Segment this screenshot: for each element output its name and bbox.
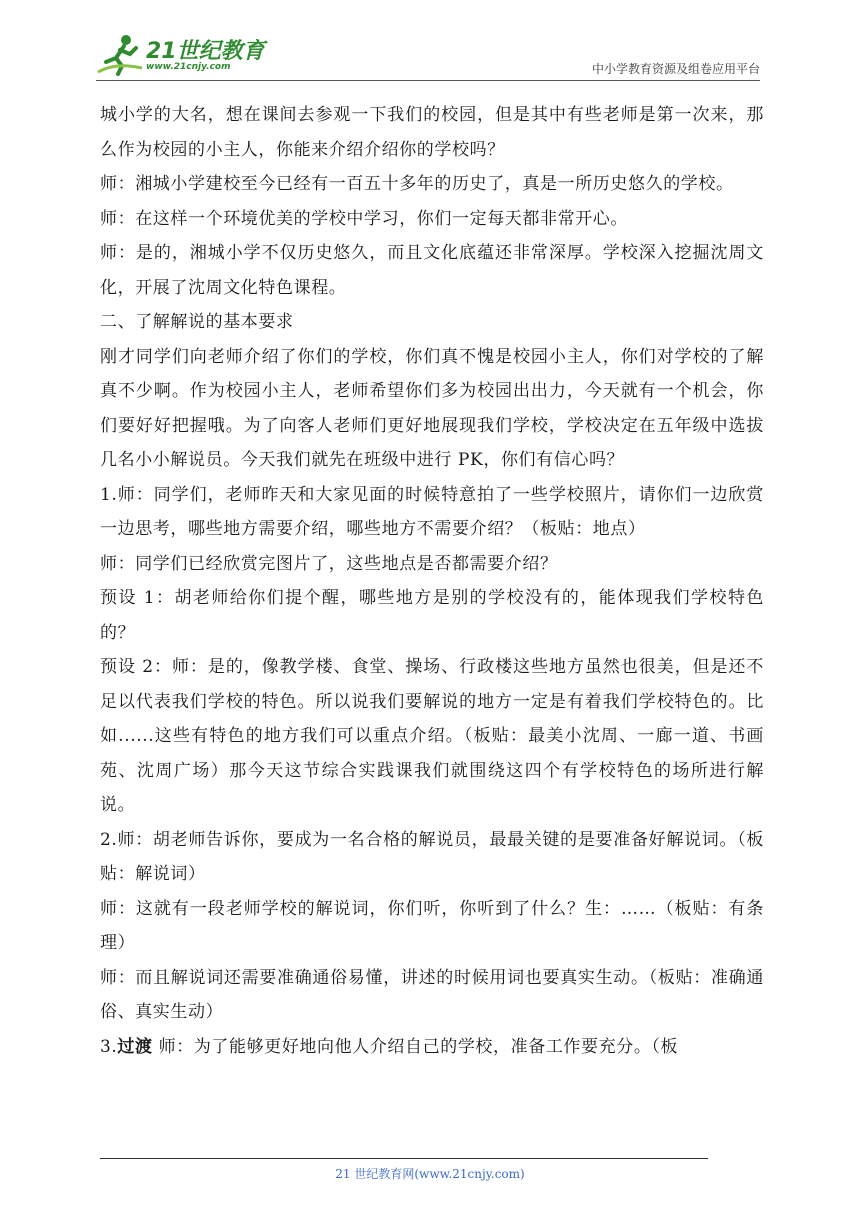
paragraph: 师：在这样一个环境优美的学校中学习，你们一定每天都非常开心。 bbox=[100, 208, 628, 229]
paragraph-text: 师：为了能够更好地向他人介绍自己的学校，准备工作要充分。（板 bbox=[152, 1036, 679, 1057]
page-header bbox=[96, 30, 760, 78]
paragraph: 刚才同学们向老师介绍了你们的学校，你们真不愧是校园小主人，你们对学校的了解真不少啊。作为校园小主人，老师希望你们多为校园出出力，今天就有一个机会，你们要好好把握哦。为了向客人老师们更好地展现我们学校，学校决定在五年级中选拔几名小小解说员。今天我们就先在班级中进行 PK，你们有信心吗？ bbox=[100, 346, 764, 470]
paragraph: 预设 2：师：是的，像教学楼、食堂、操场、行政楼这些地方虽然也很美，但是还不足以代表我们学校的特色。所以说我们要解说的地方一定是有着我们学校特色的。比如......这些有特色的地方我们可以重点介绍。（板贴：最美小沈周、一廊一道、书画苑、沈周广场）那今天这节综合实践课我们就围绕这四个有学校特色的场所进行解说。 bbox=[100, 657, 764, 815]
header-divider bbox=[96, 80, 760, 81]
logo-url: www.21cnjy.com bbox=[146, 62, 231, 72]
footer-divider bbox=[100, 1158, 708, 1159]
paragraph: 师：这就有一段老师学校的解说词，你们听，你听到了什么？生：……（板贴：有条理） bbox=[100, 898, 764, 953]
document-body bbox=[100, 98, 764, 1064]
paragraph: 师：是的，湘城小学不仅历史悠久，而且文化底蕴还非常深厚。学校深入挖掘沈周文化，开展了沈周文化特色课程。 bbox=[100, 243, 764, 298]
logo-text: 21世纪教育 bbox=[146, 39, 265, 64]
bold-label: 过渡 bbox=[117, 1036, 153, 1057]
paragraph: 师：而且解说词还需要准确通俗易懂，讲述的时候用词也要真实生动。（板贴：准确通俗、真实生动） bbox=[100, 967, 764, 1022]
paragraph: 2.师：胡老师告诉你，要成为一名合格的解说员，最最关键的是要准备好解说词。（板贴：解说词） bbox=[100, 829, 764, 884]
section-heading: 二、了解解说的基本要求 bbox=[100, 312, 294, 332]
paragraph bbox=[100, 1030, 764, 1065]
paragraph: 预设 1：胡老师给你们提个醒，哪些地方是别的学校没有的，能体现我们学校特色的？ bbox=[100, 588, 764, 643]
paragraph: 师：同学们已经欣赏完图片了，这些地点是否都需要介绍？ bbox=[100, 553, 558, 574]
runner-logo-icon bbox=[96, 32, 144, 76]
paragraph-number: 3. bbox=[100, 1036, 118, 1057]
page-footer: 21 世纪教育网(www.21cnjy.com) bbox=[335, 1167, 525, 1181]
paragraph: 1.师：同学们，老师昨天和大家见面的时候特意拍了一些学校照片，请你们一边欣赏一边思考，哪些地方需要介绍，哪些地方不需要介绍？（板贴：地点） bbox=[100, 484, 764, 539]
logo bbox=[96, 30, 266, 78]
paragraph: 城小学的大名，想在课间去参观一下我们的校园，但是其中有些老师是第一次来，那么作为校园的小主人，你能来介绍介绍你的学校吗？ bbox=[100, 105, 764, 160]
platform-title: 中小学教育资源及组卷应用平台 bbox=[591, 62, 760, 76]
paragraph: 师：湘城小学建校至今已经有一百五十多年的历史了，真是一所历史悠久的学校。 bbox=[100, 174, 734, 194]
